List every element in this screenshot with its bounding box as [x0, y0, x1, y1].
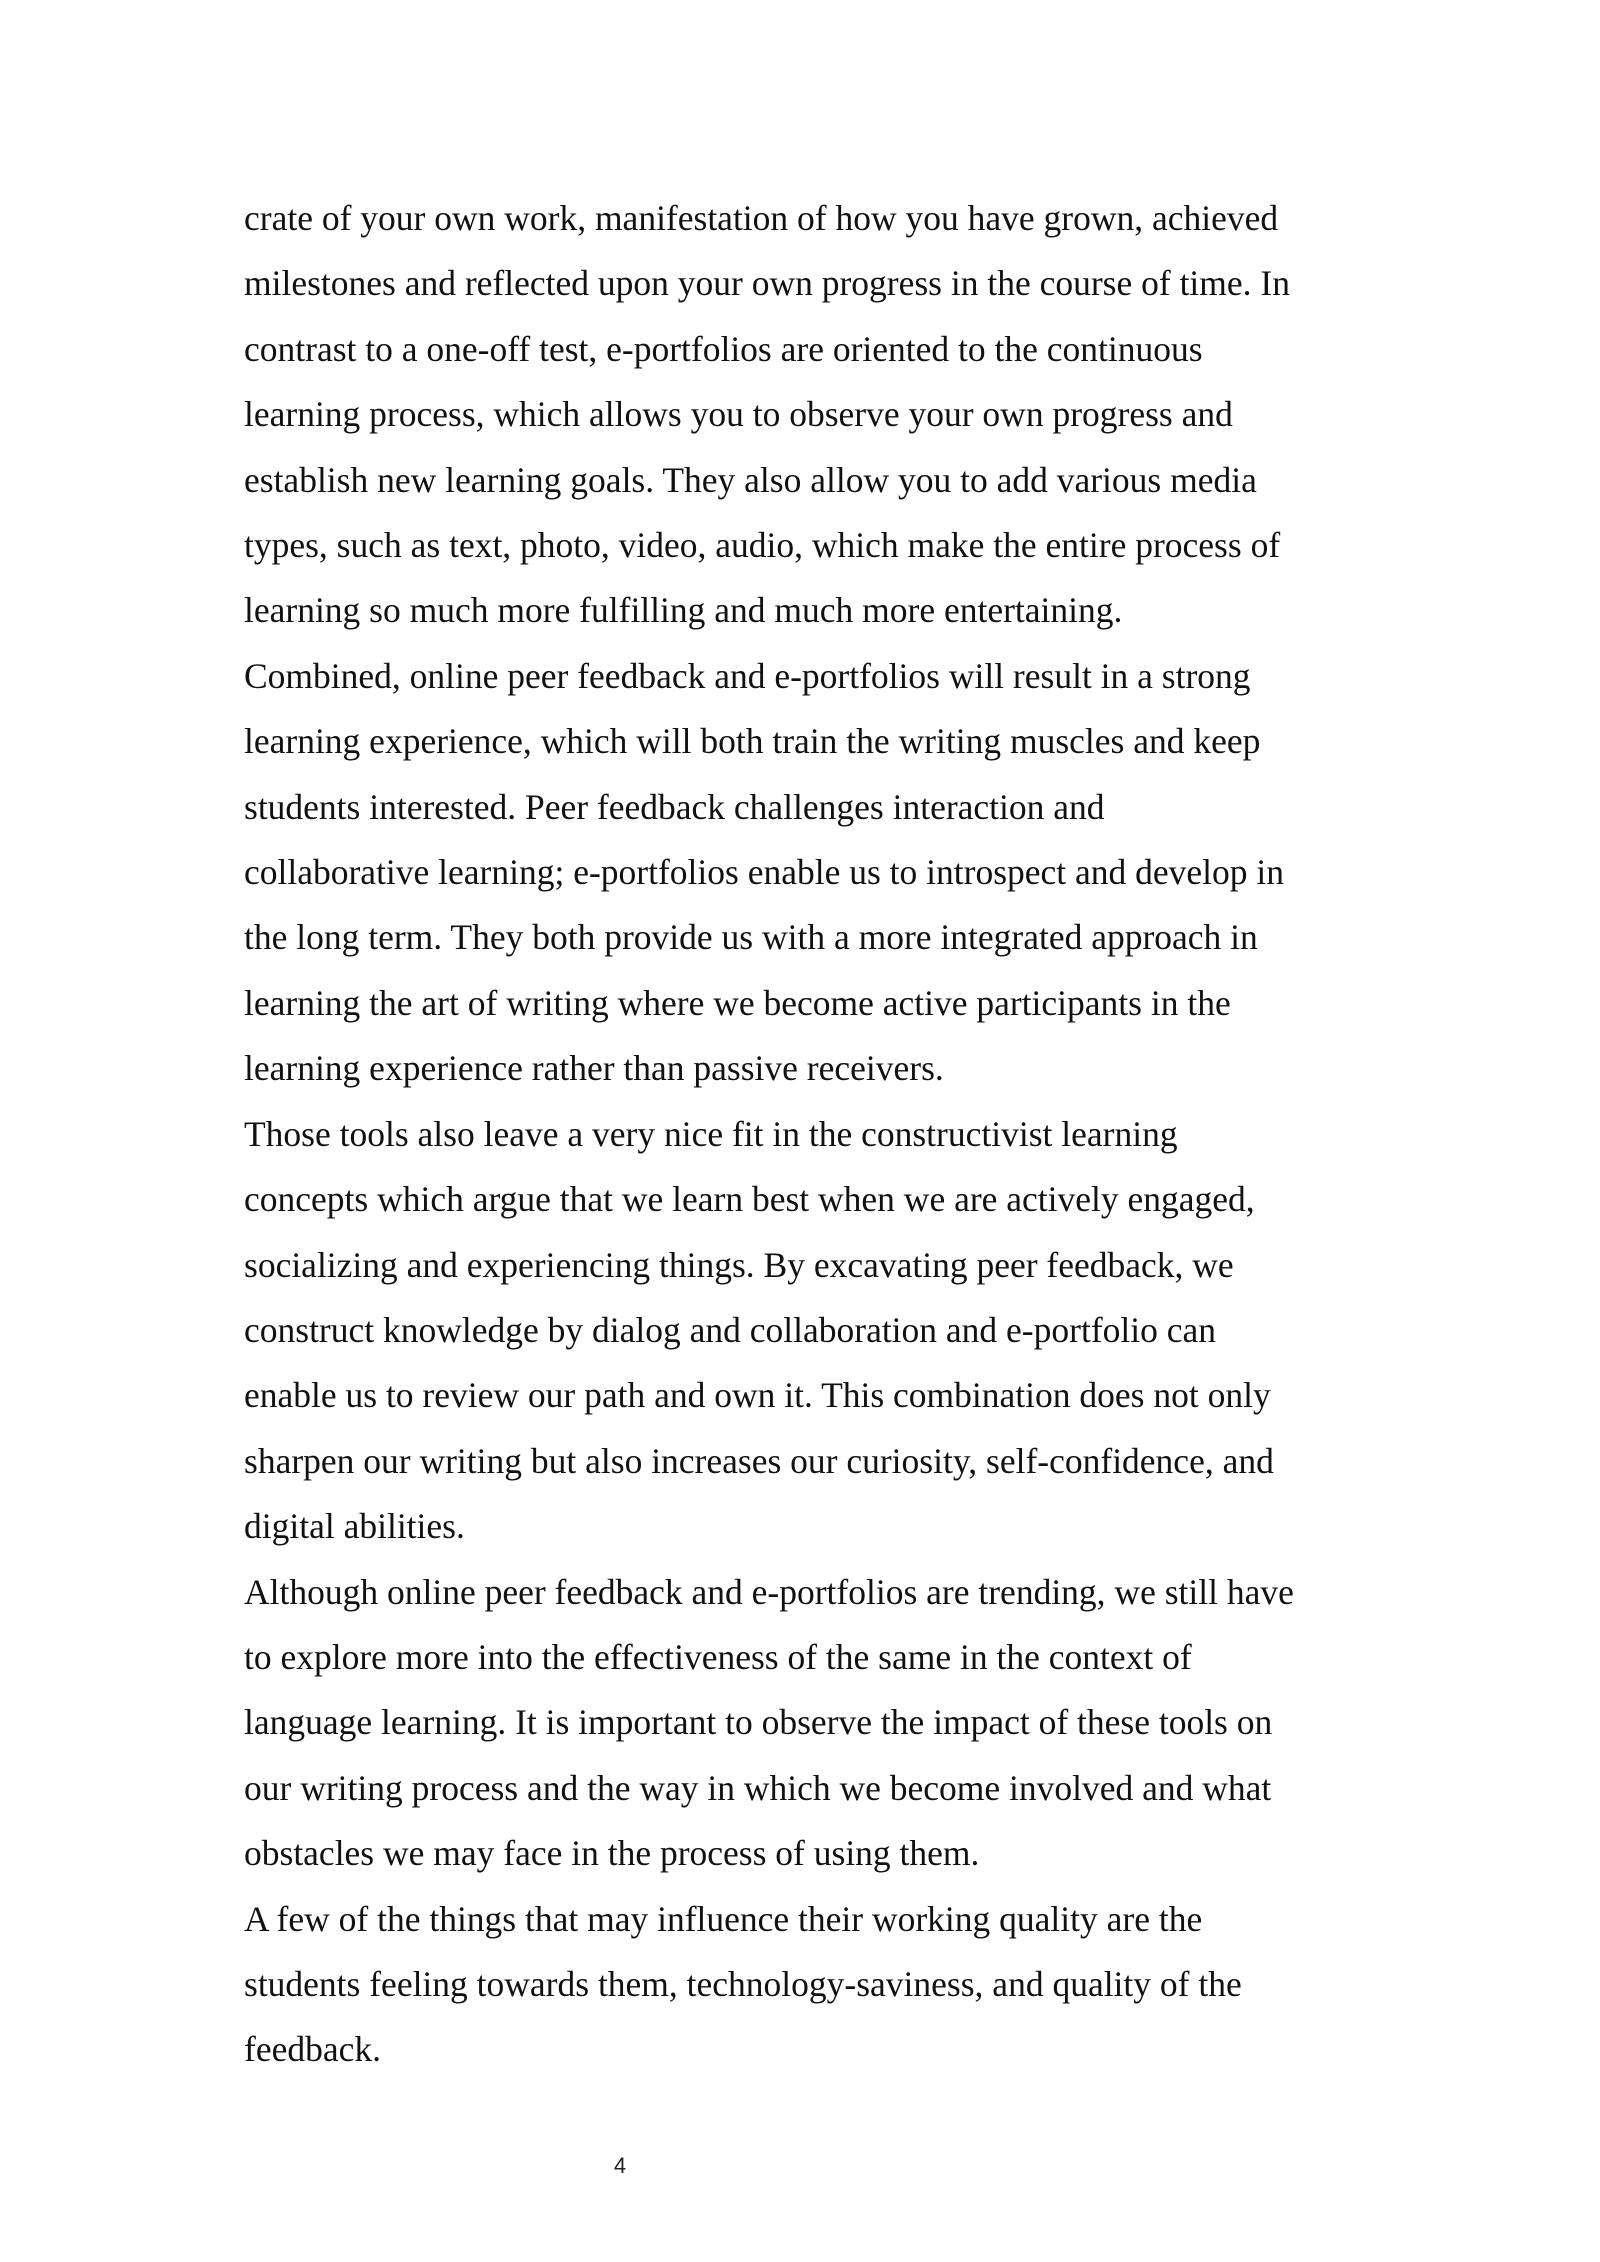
text-line: Combined, online peer feedback and e-portfolios will result in a strong	[244, 655, 1251, 696]
text-line: our writing process and the way in which we become involved and what	[244, 1767, 1272, 1808]
text-line: obstacles we may face in the process of using them.	[244, 1833, 980, 1874]
text-line: crate of your own work, manifestation of how you have grown, achieved	[244, 198, 1279, 238]
text-line: A few of the things that may influence their working quality are the	[244, 1898, 1203, 1939]
text-line: Those tools also leave a very nice fit in the constructivist learning	[244, 1113, 1178, 1154]
text-line: students interested. Peer feedback challenges interaction and	[244, 786, 1105, 827]
text-line: types, such as text, photo, video, audio, which make the entire process of	[244, 525, 1281, 566]
text-line: concepts which argue that we learn best when we are actively engaged,	[244, 1179, 1255, 1220]
text-line: contrast to a one-off test, e-portfolios are oriented to the continuous	[244, 328, 1203, 369]
text-line: students feeling towards them, technology-saviness, and quality of the	[244, 1963, 1242, 2004]
text-line: construct knowledge by dialog and collaboration and e-portfolio can	[244, 1309, 1217, 1350]
text-line: enable us to review our path and own it. This combination does not only	[244, 1375, 1271, 1416]
text-line: learning experience rather than passive receivers.	[244, 1048, 944, 1089]
text-line: learning process, which allows you to observe your own progress and	[244, 394, 1233, 435]
text-line: establish new learning goals. They also allow you to add various media	[244, 459, 1257, 500]
body-text	[244, 186, 1394, 2083]
text-line: milestones and reflected upon your own progress in the course of time. In	[244, 263, 1290, 304]
text-line: learning so much more fulfilling and much more entertaining.	[244, 590, 1123, 631]
text-line: collaborative learning; e-portfolios enable us to introspect and develop in	[244, 852, 1285, 893]
text-line: Although online peer feedback and e-portfolios are trending, we still have	[244, 1571, 1294, 1612]
text-line: learning experience, which will both train the writing muscles and keep	[244, 721, 1261, 762]
text-line: sharpen our writing but also increases our curiosity, self-confidence, and	[244, 1440, 1274, 1481]
text-line: learning the art of writing where we become active participants in the	[244, 982, 1231, 1023]
text-line: language learning. It is important to observe the impact of these tools on	[244, 1702, 1273, 1743]
page-number: 4	[613, 2153, 627, 2178]
text-line: the long term. They both provide us with a more integrated approach in	[244, 917, 1258, 958]
text-line: socializing and experiencing things. By excavating peer feedback, we	[244, 1244, 1234, 1285]
text-line: digital abilities.	[244, 1506, 465, 1547]
text-line: feedback.	[244, 2029, 381, 2070]
text-line: to explore more into the effectiveness of the same in the context of	[244, 1636, 1192, 1677]
